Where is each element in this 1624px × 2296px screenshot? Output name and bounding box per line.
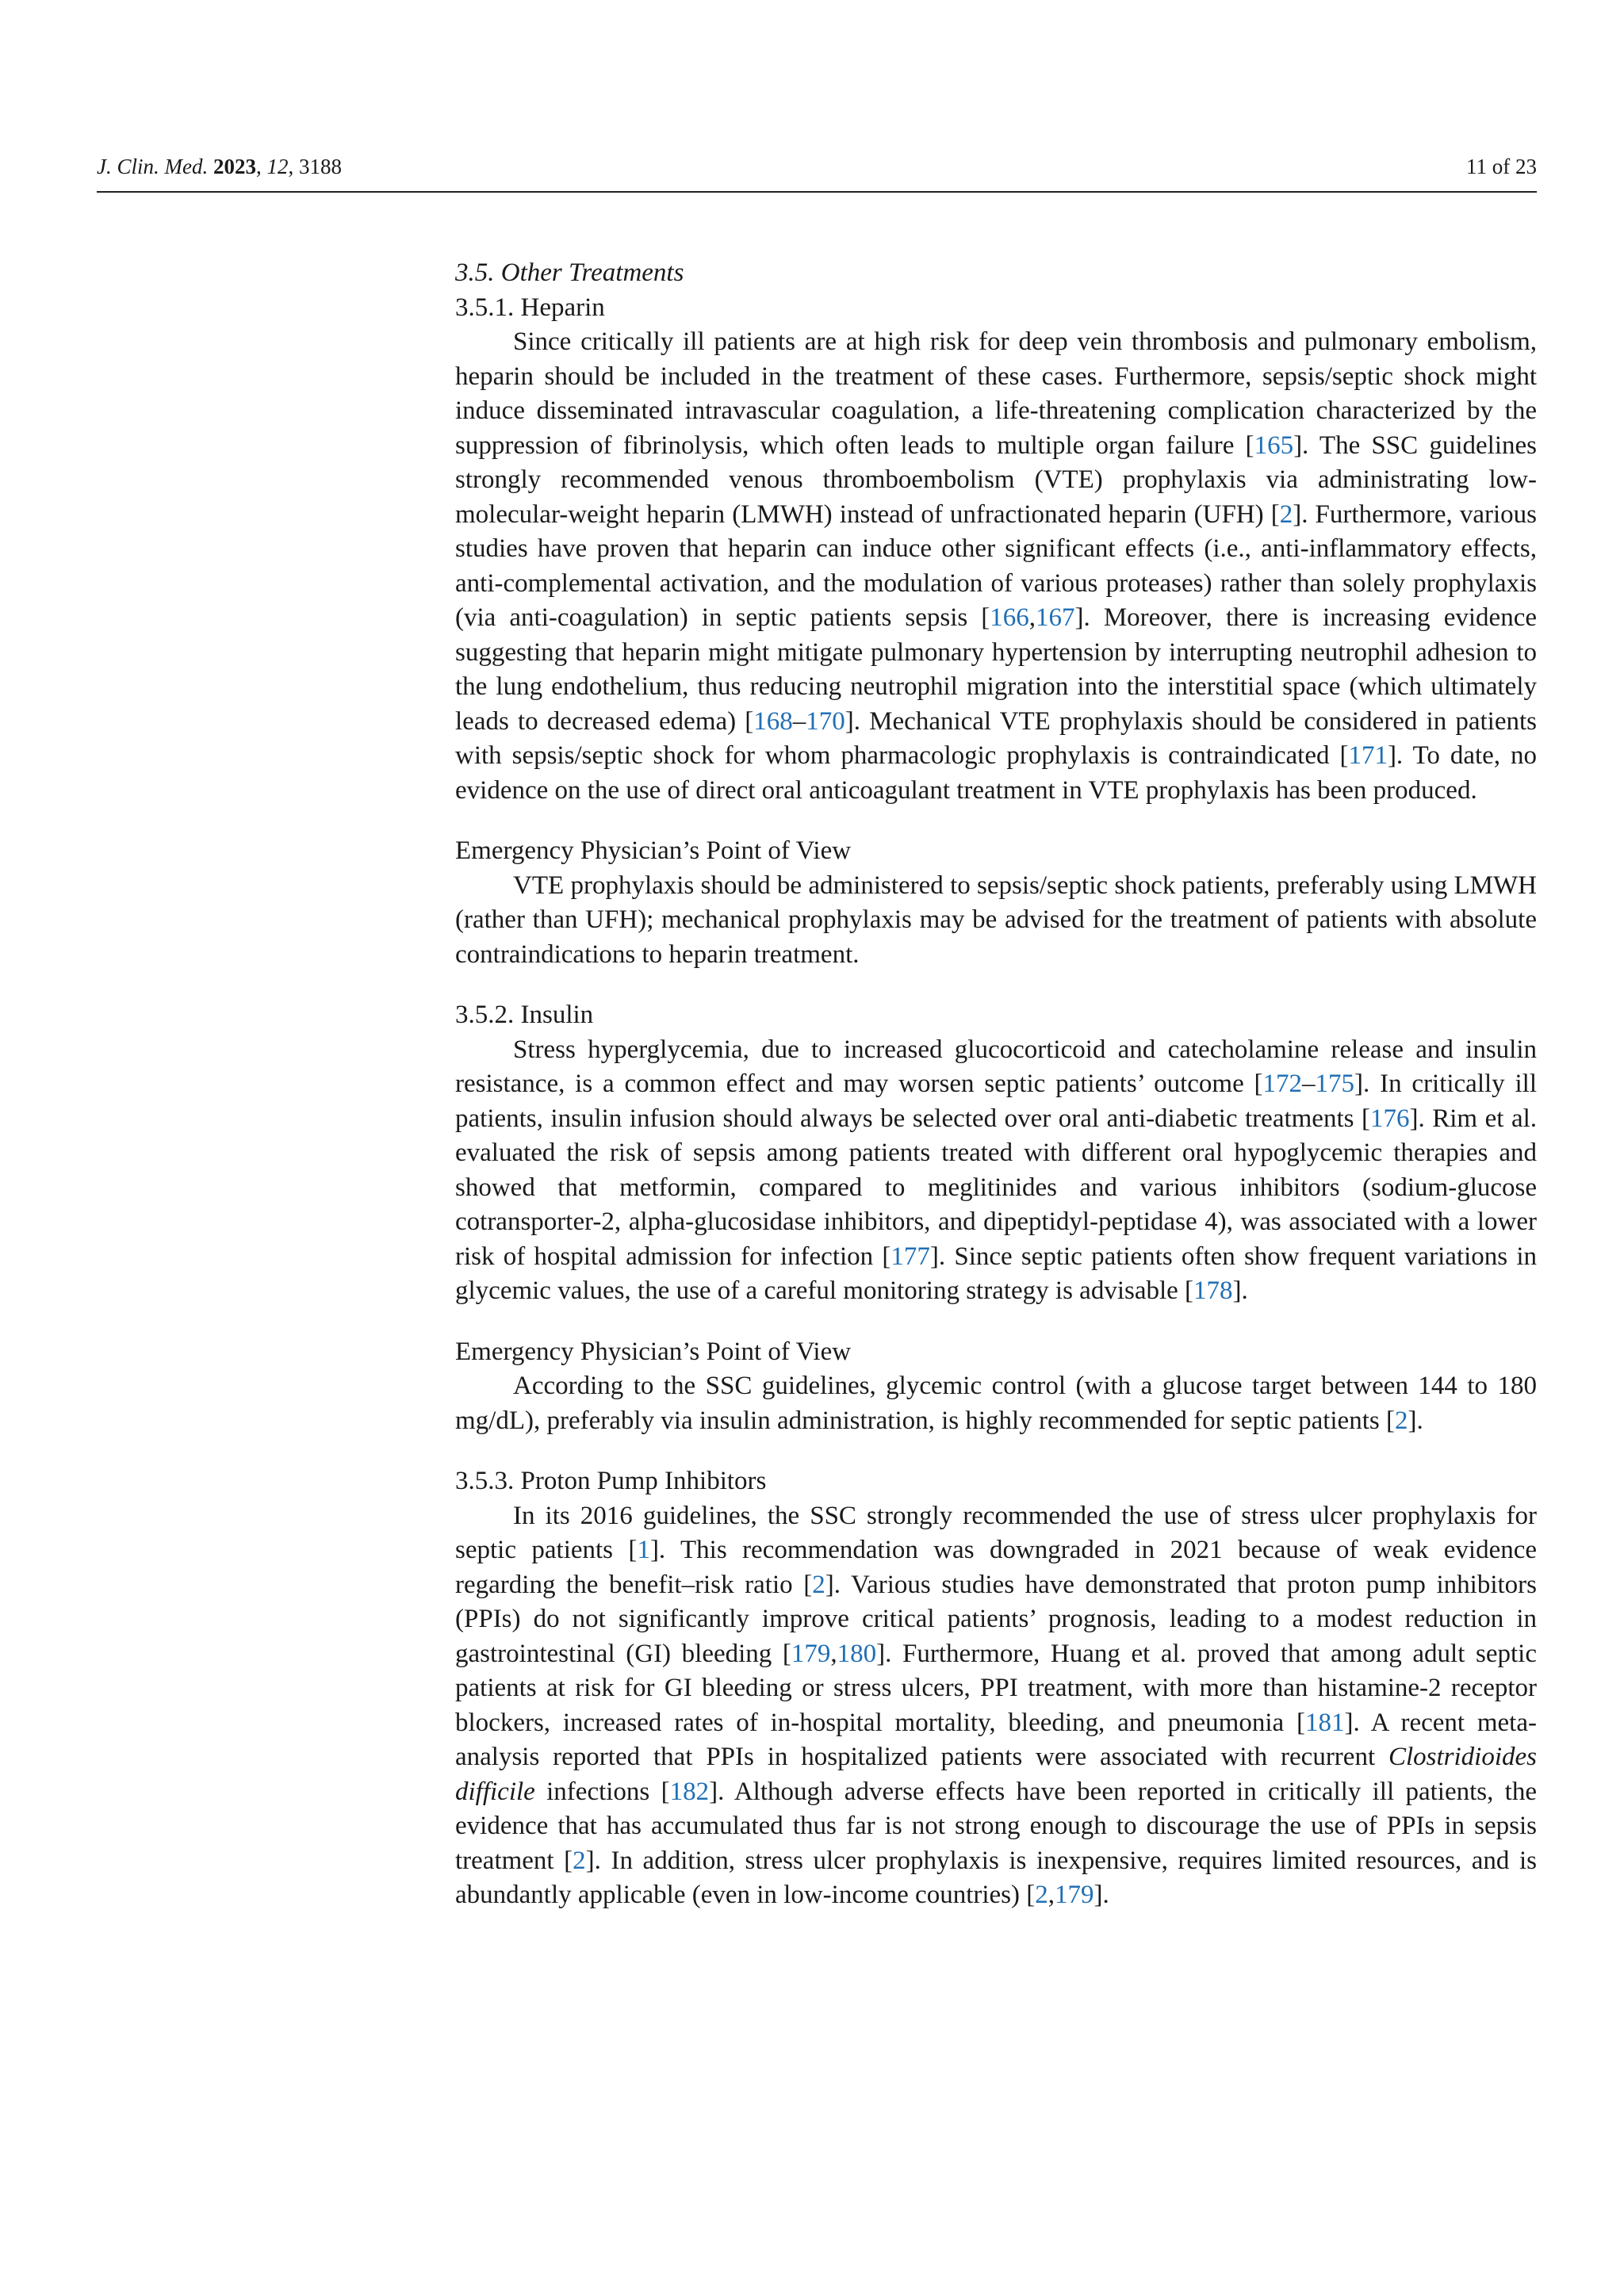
- citation-link[interactable]: 165: [1254, 430, 1294, 460]
- citation-link[interactable]: 1: [637, 1536, 650, 1564]
- journal-citation: J. Clin. Med. 2023, 12, 3188: [97, 155, 342, 178]
- subsection-heading-insulin: 3.5.2. Insulin: [455, 1001, 594, 1029]
- pov-heading-heparin: Emergency Physician’s Point of View: [455, 836, 852, 865]
- paragraph-heparin: Since critically ill patients are at high risk for deep vein thrombosis and pulmonary embolism, heparin should be included in the treatment of these cases. Furthermore, sepsis/septic shock might induce disseminated intravascular coagulation, a life-threatening complication characterized by the suppression of fibrinolysis, which often leads to multiple organ failure [165]. The SSC guidelines strongly recommended venous thromboembolism (VTE) prophylaxis via administrating low-molecular-weight heparin (LMWH) instead of unfractionated heparin (UFH) [2]. Furthermore, various studies have proven that heparin can induce other significant effects (i.e., anti-inflammatory effects, anti-complemental activation, and the modulation of various proteases) rather than solely prophylaxis (via anti-coagulation) in septic patients sepsis [166,167]. Moreover, there is increasing evidence suggesting that heparin might mitigate pulmonary hypertension by interrupting neutrophil adhesion to the lung endothelium, thus reducing neutrophil migration into the interstitial space (which ultimately leads to decreased edema) [168–170]. Mechanical VTE prophylaxis should be considered in patients with sepsis/septic shock for whom pharmacologic prophylaxis is contraindicated [171]. To date, no evidence on the use of direct oral anticoagulant treatment in VTE prophylaxis has been produced.: [455, 327, 1537, 805]
- journal-year: 2023: [213, 155, 256, 178]
- citation-link[interactable]: 180: [837, 1639, 877, 1668]
- citation-link[interactable]: 2: [1394, 1406, 1408, 1435]
- citation-link[interactable]: 172: [1262, 1070, 1303, 1098]
- citation-link[interactable]: 179: [1055, 1881, 1094, 1909]
- citation-link[interactable]: 2: [812, 1570, 825, 1599]
- citation-link[interactable]: 170: [806, 706, 845, 736]
- article-number: 3188: [298, 155, 342, 178]
- header-rule: [97, 191, 1537, 193]
- pov-heading-insulin: Emergency Physician’s Point of View: [455, 1337, 852, 1366]
- citation-link[interactable]: 168: [753, 706, 793, 736]
- citation-link[interactable]: 167: [1036, 603, 1075, 632]
- citation-link[interactable]: 177: [891, 1242, 930, 1271]
- paragraph-ppi: In its 2016 guidelines, the SSC strongly recommended the use of stress ulcer prophylaxis for septic patients [1]. This recommendation was downgraded in 2021 because of weak evidence regarding the benefit–risk ratio [2]. Various studies have demonstrated that proton pump inhibitors (PPIs) do not significantly improve critical patients’ prognosis, leading to a modest reduction in gastrointestinal (GI) bleeding [179,180]. Furthermore, Huang et al. proved that among adult septic patients at risk for GI bleeding or stress ulcers, PPI treatment, with more than histamine-2 receptor blockers, increased rates of in-hospital mortality, bleeding, and pneumonia [181]. A recent meta-analysis reported that PPIs in hospitalized patients were associated with recurrent Clostridioides difficile infections [182]. Although adverse effects have been reported in critically ill patients, the evidence that has accumulated thus far is not strong enough to discourage the use of PPIs in sepsis treatment [2]. In addition, stress ulcer prophylaxis is inexpensive, requires limited resources, and is abundantly applicable (even in low-income countries) [2,179].: [455, 1501, 1538, 1909]
- citation-link[interactable]: 166: [990, 603, 1029, 632]
- citation-link[interactable]: 182: [669, 1777, 710, 1806]
- citation-link[interactable]: 2: [1279, 499, 1293, 529]
- paragraph-pov-insulin: According to the SSC guidelines, glycemic control (with a glucose target between 144 to 180 mg/dL), preferably via insulin administration, is highly recommended for septic patients [2].: [455, 1372, 1537, 1435]
- journal-abbrev: J. Clin. Med.: [97, 155, 209, 178]
- citation-link[interactable]: 181: [1304, 1708, 1345, 1737]
- subsection-heading-ppi: 3.5.3. Proton Pump Inhibitors: [455, 1467, 767, 1495]
- running-header: [97, 151, 1537, 182]
- main-content: [455, 256, 1537, 1913]
- paragraph-insulin: Stress hyperglycemia, due to increased glucocorticoid and catecholamine release and insulin resistance, is a common effect and may worsen septic patients’ outcome [172–175]. In critically ill patients, insulin infusion should always be selected over oral anti-diabetic treatments [176]. Rim et al. evaluated the risk of sepsis among patients treated with different oral hypoglycemic therapies and showed that metformin, compared to meglitinides and various inhibitors (sodium-glucose cotransporter-2, alpha-glucosidase inhibitors, and dipeptidyl-peptidase 4), was associated with a lower risk of hospital admission for infection [177]. Since septic patients often show frequent variations in glycemic values, the use of a careful monitoring strategy is advisable [178].: [455, 1035, 1538, 1305]
- journal-volume: 12: [266, 155, 289, 178]
- citation-link[interactable]: 178: [1193, 1276, 1233, 1305]
- species-name: Clostridioides difficile: [455, 1743, 1537, 1806]
- paragraph-pov-heparin: VTE prophylaxis should be administered to sepsis/septic shock patients, preferably using LMWH (rather than UFH); mechanical prophylaxis may be advised for the treatment of patients with absolute contraindications to heparin treatment.: [455, 871, 1537, 969]
- citation-link[interactable]: 176: [1369, 1104, 1410, 1133]
- citation-link[interactable]: 171: [1348, 741, 1388, 770]
- subsection-heading-heparin: 3.5.1. Heparin: [455, 293, 605, 322]
- citation-link[interactable]: 2: [1035, 1881, 1048, 1909]
- citation-link[interactable]: 175: [1315, 1070, 1355, 1098]
- section-heading: 3.5. Other Treatments: [455, 258, 684, 287]
- citation-link[interactable]: 2: [573, 1846, 586, 1875]
- citation-link[interactable]: 179: [791, 1639, 831, 1668]
- page-number: 11 of 23: [1466, 155, 1537, 178]
